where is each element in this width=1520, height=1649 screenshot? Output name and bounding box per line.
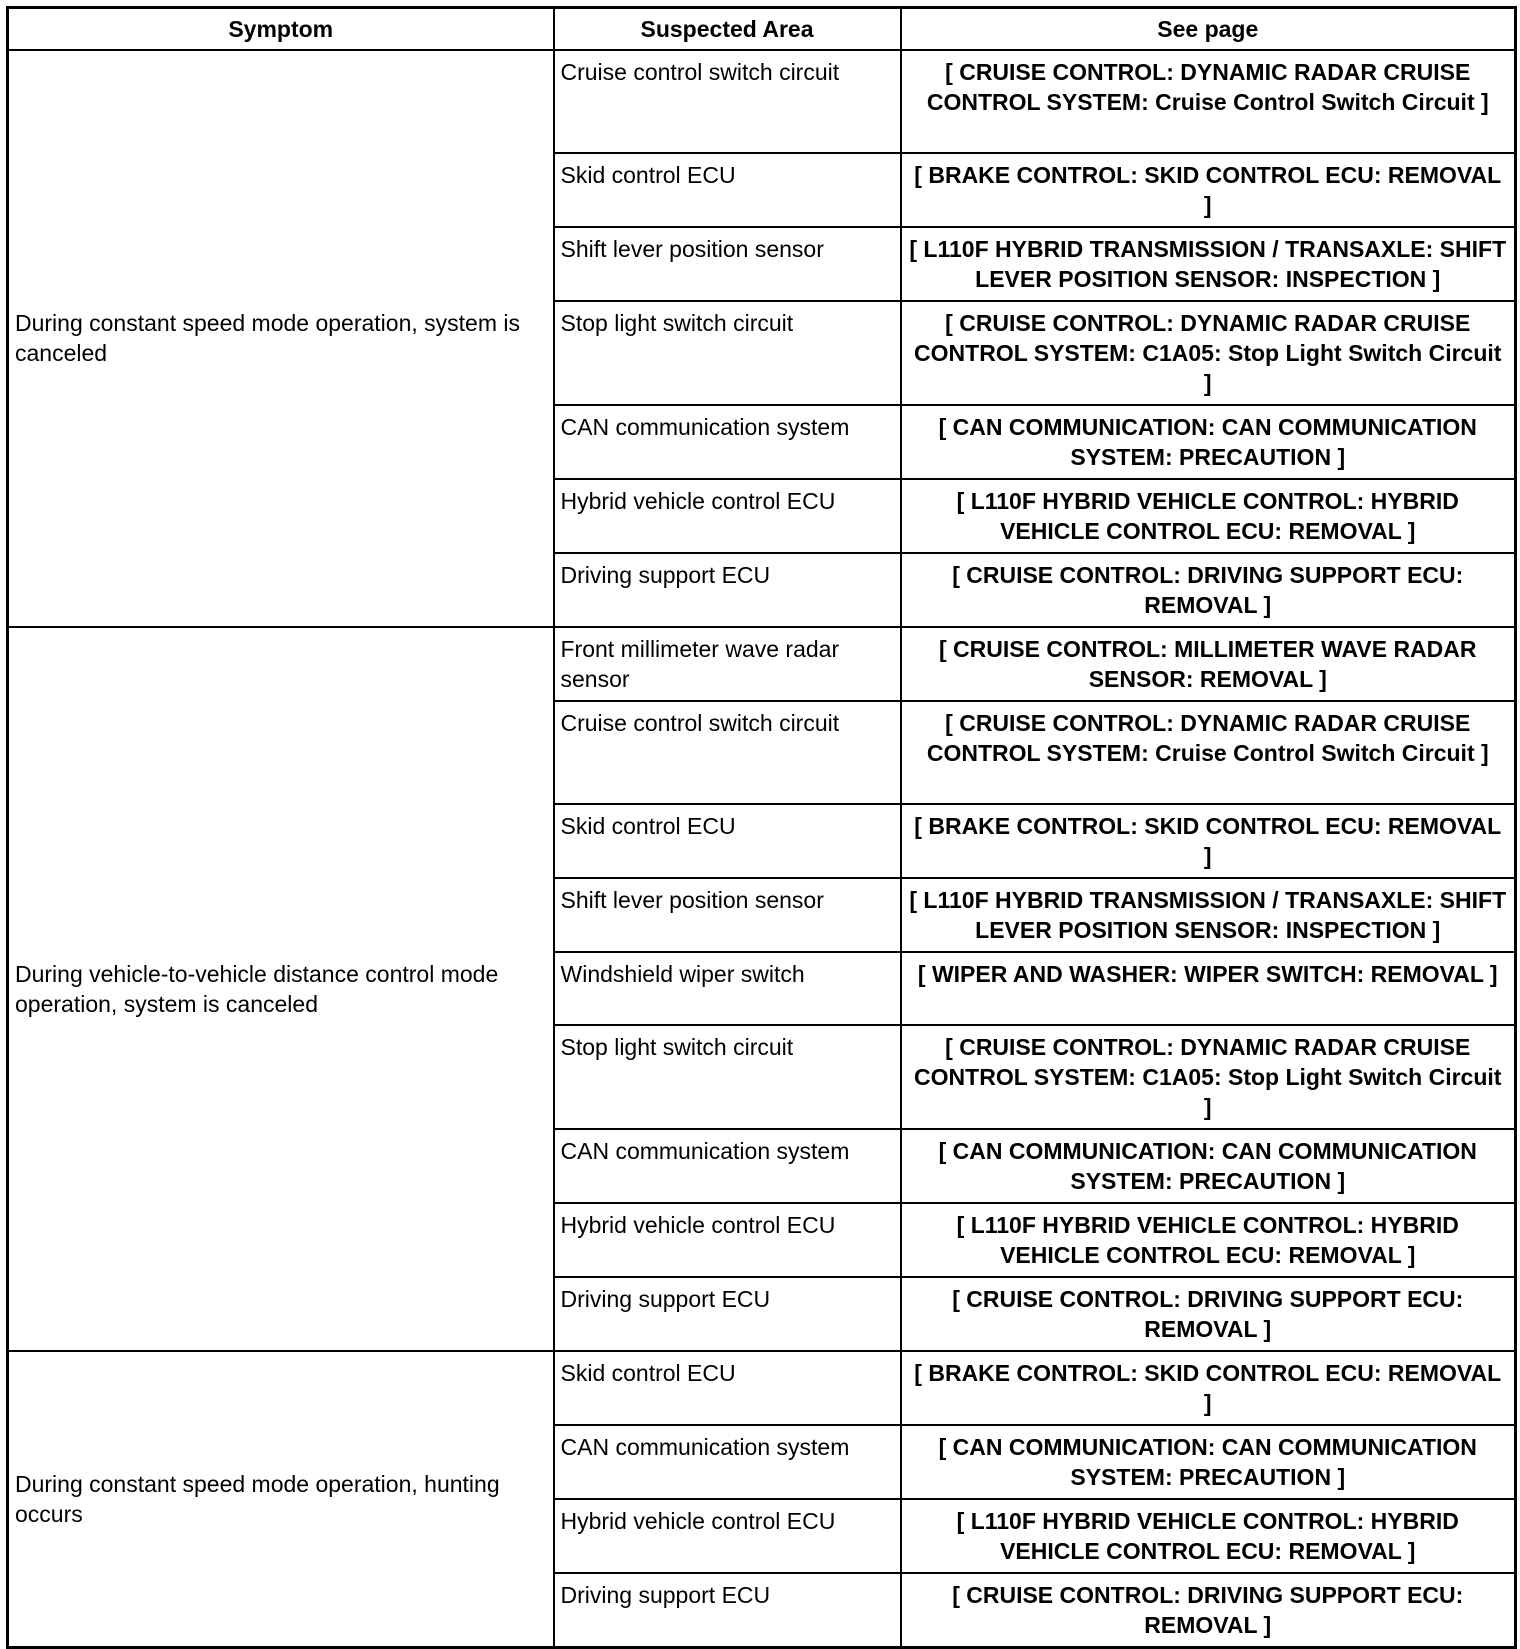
see-page-link[interactable]: [ L110F HYBRID TRANSMISSION / TRANSAXLE: SHIFT LEVER POSITION SENSOR: INSPECTION ] <box>901 227 1516 301</box>
suspected-area-cell: Skid control ECU <box>554 153 901 227</box>
table-row <box>8 1351 1516 1425</box>
see-page-link[interactable]: [ WIPER AND WASHER: WIPER SWITCH: REMOVAL ] <box>901 952 1516 1025</box>
see-page-link[interactable]: [ BRAKE CONTROL: SKID CONTROL ECU: REMOVAL ] <box>901 804 1516 878</box>
suspected-area-cell: Shift lever position sensor <box>554 227 901 301</box>
see-page-link[interactable]: [ CRUISE CONTROL: MILLIMETER WAVE RADAR SENSOR: REMOVAL ] <box>901 627 1516 701</box>
suspected-area-cell: Cruise control switch circuit <box>554 50 901 153</box>
see-page-link[interactable]: [ CRUISE CONTROL: DRIVING SUPPORT ECU: REMOVAL ] <box>901 553 1516 627</box>
table-header <box>8 8 1516 50</box>
see-page-link[interactable]: [ L110F HYBRID TRANSMISSION / TRANSAXLE: SHIFT LEVER POSITION SENSOR: INSPECTION ] <box>901 878 1516 952</box>
header-symptom: Symptom <box>8 8 554 50</box>
see-page-link[interactable]: [ CRUISE CONTROL: DRIVING SUPPORT ECU: REMOVAL ] <box>901 1573 1516 1648</box>
suspected-area-cell: Driving support ECU <box>554 1573 901 1648</box>
suspected-area-cell: CAN communication system <box>554 405 901 479</box>
see-page-link[interactable]: [ L110F HYBRID VEHICLE CONTROL: HYBRID VEHICLE CONTROL ECU: REMOVAL ] <box>901 1203 1516 1277</box>
see-page-link[interactable]: [ L110F HYBRID VEHICLE CONTROL: HYBRID VEHICLE CONTROL ECU: REMOVAL ] <box>901 479 1516 553</box>
see-page-link[interactable]: [ CRUISE CONTROL: DYNAMIC RADAR CRUISE CONTROL SYSTEM: C1A05: Stop Light Switch Circuit ] <box>901 301 1516 405</box>
see-page-link[interactable]: [ CRUISE CONTROL: DRIVING SUPPORT ECU: REMOVAL ] <box>901 1277 1516 1351</box>
see-page-link[interactable]: [ L110F HYBRID VEHICLE CONTROL: HYBRID VEHICLE CONTROL ECU: REMOVAL ] <box>901 1499 1516 1573</box>
see-page-link[interactable]: [ BRAKE CONTROL: SKID CONTROL ECU: REMOVAL ] <box>901 1351 1516 1425</box>
symptom-cell: During constant speed mode operation, system is canceled <box>8 50 554 627</box>
table-row <box>8 50 1516 153</box>
see-page-link[interactable]: [ CRUISE CONTROL: DYNAMIC RADAR CRUISE CONTROL SYSTEM: Cruise Control Switch Circuit ] <box>901 701 1516 804</box>
table-row <box>8 627 1516 701</box>
header-suspected-area: Suspected Area <box>554 8 901 50</box>
suspected-area-cell: Hybrid vehicle control ECU <box>554 479 901 553</box>
symptom-cell: During constant speed mode operation, hunting occurs <box>8 1351 554 1648</box>
see-page-link[interactable]: [ CAN COMMUNICATION: CAN COMMUNICATION SYSTEM: PRECAUTION ] <box>901 405 1516 479</box>
table-body <box>8 50 1516 1648</box>
see-page-link[interactable]: [ CRUISE CONTROL: DYNAMIC RADAR CRUISE CONTROL SYSTEM: Cruise Control Switch Circuit ] <box>901 50 1516 153</box>
suspected-area-cell: Cruise control switch circuit <box>554 701 901 804</box>
see-page-link[interactable]: [ CRUISE CONTROL: DYNAMIC RADAR CRUISE CONTROL SYSTEM: C1A05: Stop Light Switch Circuit ] <box>901 1025 1516 1129</box>
header-row <box>8 8 1516 50</box>
see-page-link[interactable]: [ CAN COMMUNICATION: CAN COMMUNICATION SYSTEM: PRECAUTION ] <box>901 1425 1516 1499</box>
suspected-area-cell: Stop light switch circuit <box>554 301 901 405</box>
suspected-area-cell: CAN communication system <box>554 1425 901 1499</box>
see-page-link[interactable]: [ BRAKE CONTROL: SKID CONTROL ECU: REMOVAL ] <box>901 153 1516 227</box>
suspected-area-cell: Windshield wiper switch <box>554 952 901 1025</box>
suspected-area-cell: Hybrid vehicle control ECU <box>554 1499 901 1573</box>
suspected-area-cell: Driving support ECU <box>554 553 901 627</box>
suspected-area-cell: Driving support ECU <box>554 1277 901 1351</box>
symptom-cell: During vehicle-to-vehicle distance control mode operation, system is canceled <box>8 627 554 1351</box>
suspected-area-cell: Stop light switch circuit <box>554 1025 901 1129</box>
diagnosis-table <box>6 6 1517 1649</box>
suspected-area-cell: Hybrid vehicle control ECU <box>554 1203 901 1277</box>
suspected-area-cell: Shift lever position sensor <box>554 878 901 952</box>
suspected-area-cell: Front millimeter wave radar sensor <box>554 627 901 701</box>
suspected-area-cell: Skid control ECU <box>554 804 901 878</box>
see-page-link[interactable]: [ CAN COMMUNICATION: CAN COMMUNICATION SYSTEM: PRECAUTION ] <box>901 1129 1516 1203</box>
suspected-area-cell: Skid control ECU <box>554 1351 901 1425</box>
suspected-area-cell: CAN communication system <box>554 1129 901 1203</box>
header-see-page: See page <box>901 8 1516 50</box>
